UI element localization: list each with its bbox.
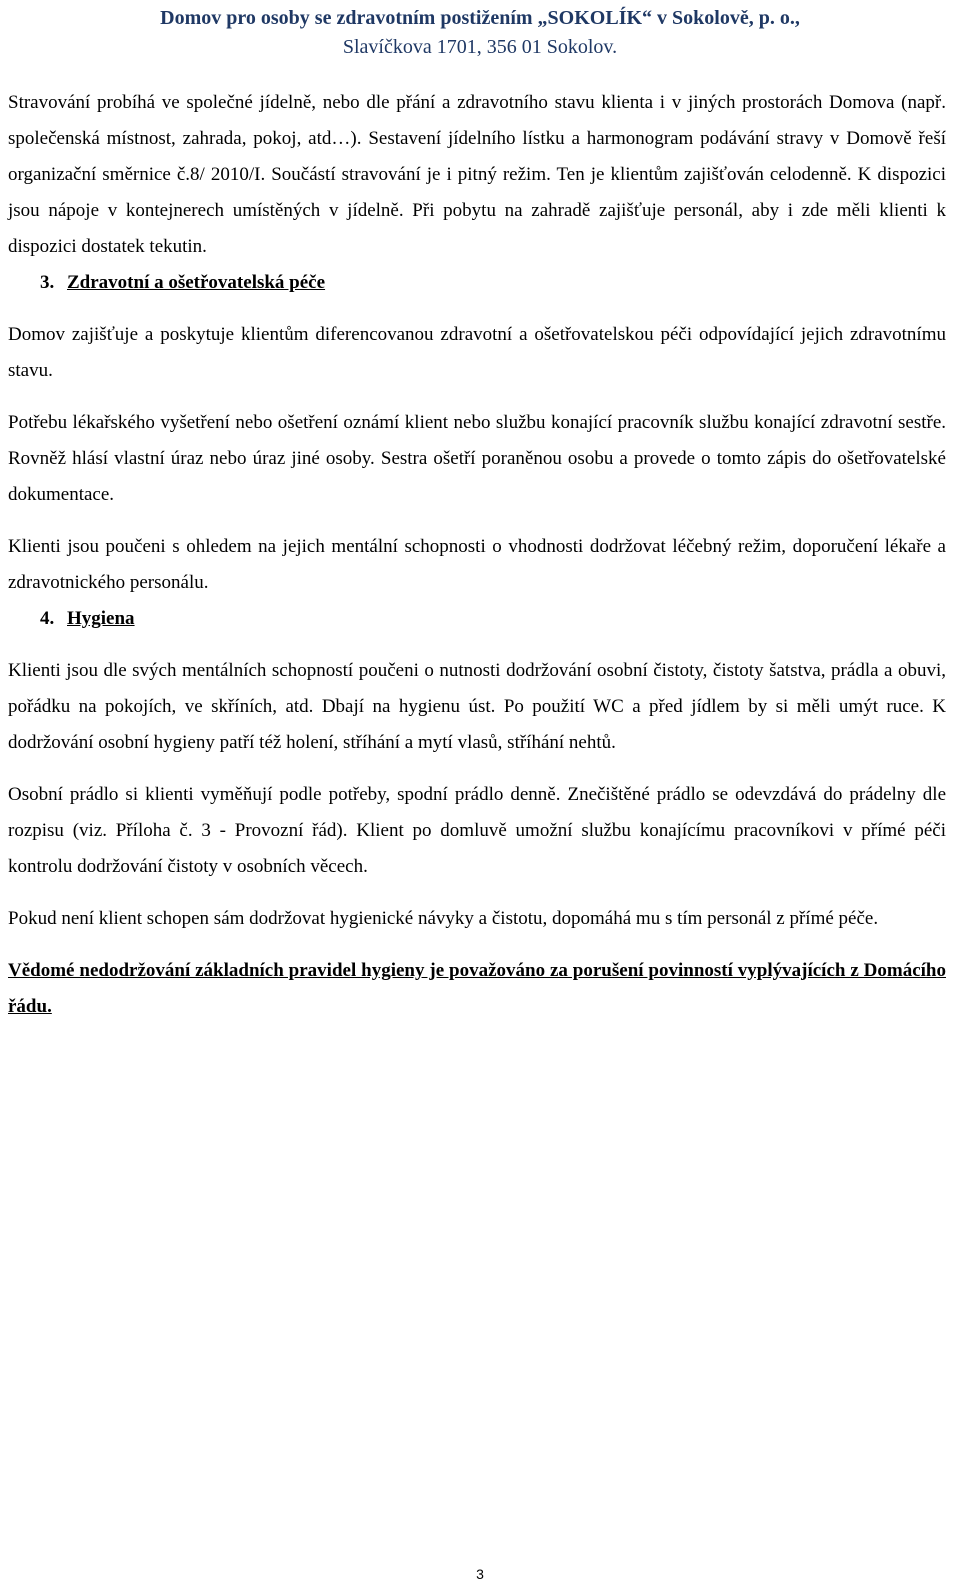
- header-organization: Domov pro osoby se zdravotním postižením „SOKOLÍK“ v Sokolově, p. o.,: [160, 7, 800, 29]
- section-heading-3: [8, 265, 946, 301]
- header-address: Slavíčkova 1701, 356 01 Sokolov.: [342, 36, 618, 58]
- paragraph: Klienti jsou dle svých mentálních schopností poučeni o nutnosti dodržování osobní čistoty, čistoty šatstva, prádla a obuvi, pořádku na pokojích, ve skříních, atd. Dbají na hygienu úst. Po použití WC a před jídlem by si měli umýt ruce. K dodržování osobní hygieny patří též holení, stříhání a mytí vlasů, stříhání nehtů.: [8, 660, 946, 753]
- section-title: Zdravotní a ošetřovatelská péče: [67, 272, 326, 293]
- section-number: 3.: [40, 272, 55, 293]
- emphasis-paragraph: Vědomé nedodržování základních pravidel hygieny je považováno za porušení povinností vyplývajících z Domácího řádu.: [8, 960, 946, 1017]
- document-header: [0, 4, 960, 62]
- paragraph: Potřebu lékařského vyšetření nebo ošetření oznámí klient nebo službu konající pracovník službu konající zdravotní sestře. Rovněž hlásí vlastní úraz nebo úraz jiné osoby. Sestra ošetří poraněnou osobu a provede o tomto zápis do ošetřovatelské dokumentace.: [8, 412, 946, 505]
- section-heading-4: [8, 601, 946, 637]
- paragraph: Pokud není klient schopen sám dodržovat hygienické návyky a čistotu, dopomáhá mu s tím personál z přímé péče.: [8, 908, 879, 929]
- page-number: 3: [476, 1566, 484, 1582]
- paragraph: Domov zajišťuje a poskytuje klientům diferencovanou zdravotní a ošetřovatelskou péči odpovídající jejich zdravotnímu stavu.: [8, 324, 946, 381]
- intro-paragraph: Stravování probíhá ve společné jídelně, nebo dle přání a zdravotního stavu klienta i v jiných prostorách Domova (např. společenská místnost, zahrada, pokoj, atd…). Sestavení jídelního lístku a harmonogram podávání stravy v Domově řeší organizační směrnice č.8/ 2010/I. Součástí stravování je i pitný režim. Ten je klientům zajišťován celodenně. K dispozici jsou nápoje v kontejnerech umístěných v jídelně. Při pobytu na zahradě zajišťuje personál, aby i zde měli klienti k dispozici dostatek tekutin.: [8, 92, 946, 257]
- paragraph: Osobní prádlo si klienti vyměňují podle potřeby, spodní prádlo denně. Znečištěné prádlo se odevzdává do prádelny dle rozpisu (viz. Příloha č. 3 - Provozní řád). Klient po domluvě umožní službu konajícímu pracovníkovi v přímé péči kontrolu dodržování čistoty v osobních věcech.: [8, 784, 946, 877]
- document-body: [8, 85, 946, 1025]
- section-title: Hygiena: [67, 608, 135, 629]
- section-number: 4.: [40, 608, 55, 629]
- paragraph: Klienti jsou poučeni s ohledem na jejich mentální schopnosti o vhodnosti dodržovat léčebný režim, doporučení lékaře a zdravotnického personálu.: [8, 536, 946, 593]
